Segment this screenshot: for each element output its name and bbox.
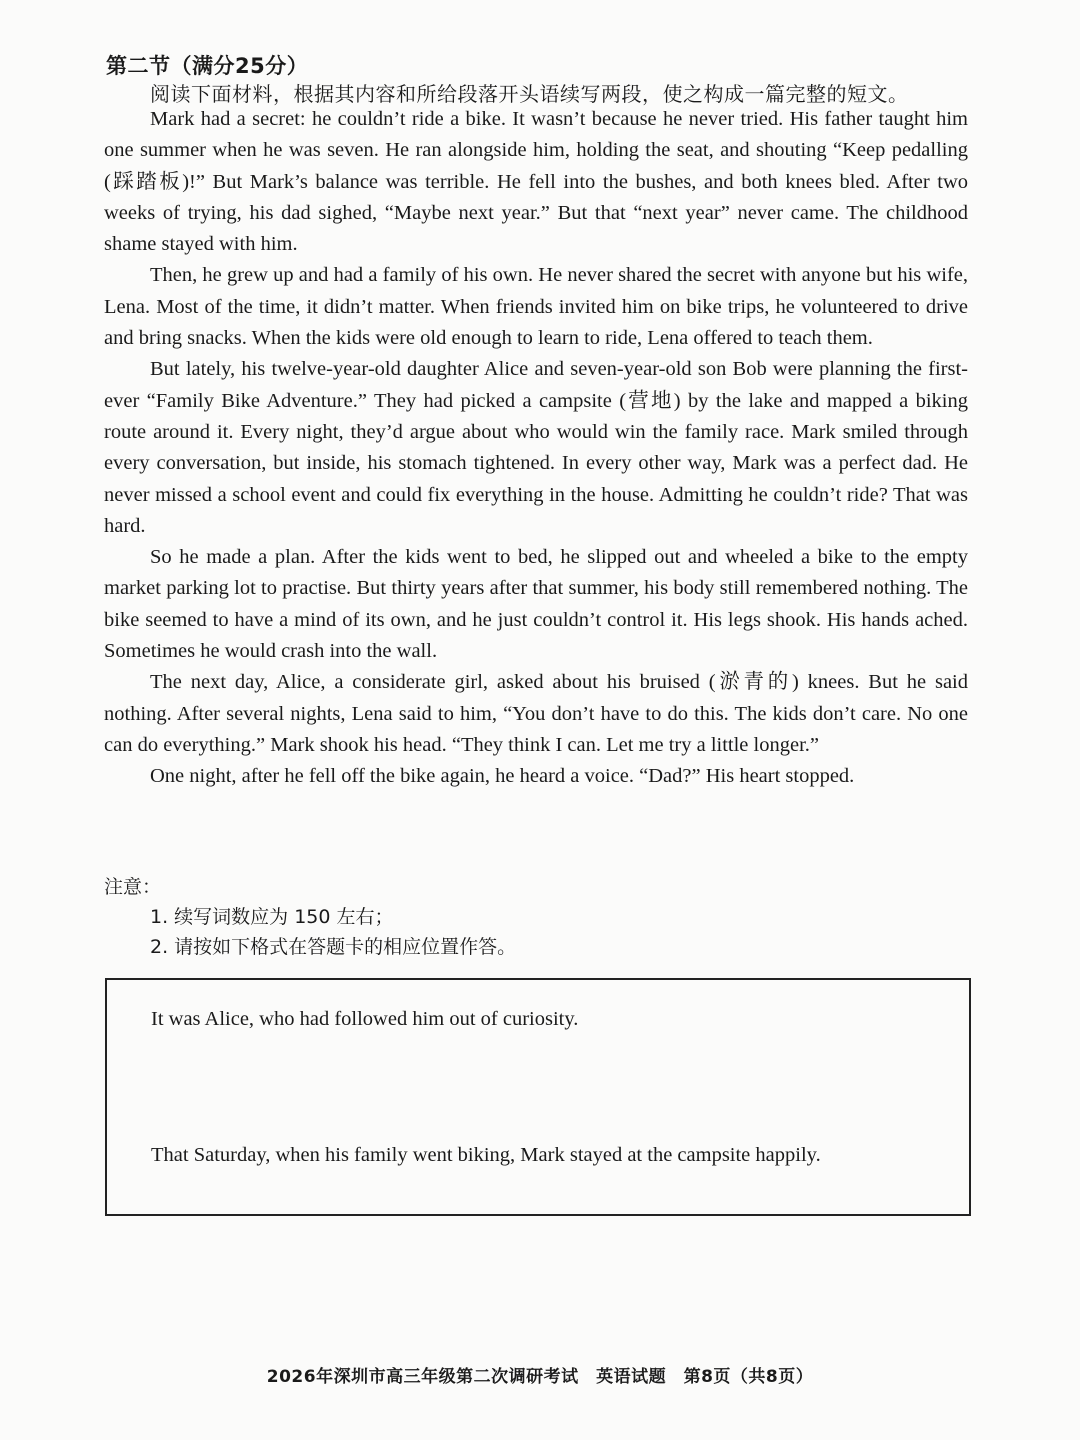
continuation-opening-1: It was Alice, who had followed him out of curiosity. (151, 1008, 579, 1030)
passage-paragraph-3: But lately, his twelve-year-old daughter Alice and seven-year-old son Bob were planning the first-ever “Family Bike Adventure.” They had picked a campsite (营地) by the lake and mapped a biking route around it. Every night, they’d argue about who would win the family race. Mark smiled through every conversation, but inside, his stomach tightened. In every other way, Mark was a perfect dad. He never missed a school event and could fix everything in the house. Admitting he couldn’t ride? That was hard. (104, 358, 968, 537)
answer-box (105, 978, 971, 1216)
passage-paragraph-4: So he made a plan. After the kids went to bed, he slipped out and wheeled a bike to the empty market parking lot to practise. But thirty years after that summer, his body still remembered nothing. The bike seemed to have a mind of its own, and he just couldn’t control it. His legs shook. His hands ached. Sometimes he would crash into the wall. (104, 546, 968, 663)
note-item-1: 1. 续写词数应为 150 左右； (150, 906, 394, 928)
section-instruction: 阅读下面材料，根据其内容和所给段落开头语续写两段，使之构成一篇完整的短文。 (150, 82, 909, 106)
section-title: 第二节（满分25分） (106, 54, 309, 78)
reading-passage (104, 104, 968, 793)
notes-title: 注意： (104, 876, 162, 898)
passage-paragraph-5: The next day, Alice, a considerate girl, asked about his bruised (淤青的) knees. But he said nothing. After several nights, Lena said to him, “You don’t have to do this. The kids don’t care. No one can do everything.” Mark shook his head. “They think I can. Let me try a little longer.” (104, 671, 968, 756)
passage-paragraph-2: Then, he grew up and had a family of his own. He never shared the secret with anyone but his wife, Lena. Most of the time, it didn’t matter. When friends invited him on bike trips, he volunteered to drive and bring snacks. When the kids were old enough to learn to ride, Lena offered to teach them. (104, 264, 968, 350)
note-item-2: 2. 请按如下格式在答题卡的相应位置作答。 (150, 936, 517, 958)
page-footer: 2026年深圳市高三年级第二次调研考试 英语试题 第8页（共8页） (266, 1367, 814, 1387)
continuation-opening-2: That Saturday, when his family went biking, Mark stayed at the campsite happily. (151, 1144, 821, 1166)
passage-paragraph-6: One night, after he fell off the bike again, he heard a voice. “Dad?” His heart stopped. (150, 765, 855, 788)
passage-paragraph-1: Mark had a secret: he couldn’t ride a bike. It wasn’t because he never tried. His father taught him one summer when he was seven. He ran alongside him, holding the seat, and shouting “Keep pedalling (踩踏板)!” But Mark’s balance was terrible. He fell into the bushes, and both knees bled. After two weeks of trying, his dad sighed, “Maybe next year.” But that “next year” never came. The childhood shame stayed with him. (104, 108, 968, 256)
